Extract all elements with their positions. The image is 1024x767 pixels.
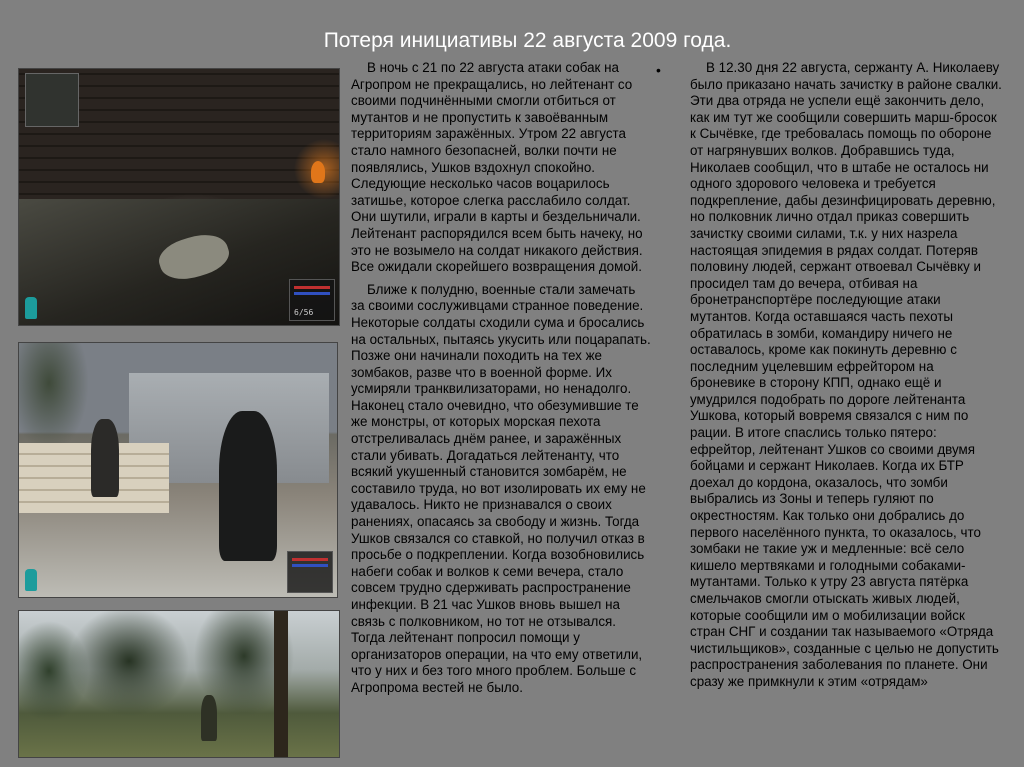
gear-status-icon <box>25 297 37 319</box>
stamina-bar-icon <box>294 292 330 295</box>
game-screenshot-yard <box>18 342 338 598</box>
tree-trunk <box>274 611 288 757</box>
tree <box>19 343 89 453</box>
health-bar-icon <box>294 286 330 289</box>
bullet-col2: • <box>656 62 661 78</box>
game-screenshot-forest <box>18 610 340 758</box>
stalker-figure <box>201 695 217 741</box>
health-bar-icon <box>292 558 328 561</box>
minimap-icon <box>25 73 79 127</box>
paragraph: Ближе к полудню, военные стали замечать за своими сослуживцами странное поведение. Некоторые солдаты сходили сума и бросались на остальных, пытаясь укусить или поцарапать. Позже они начинали походить на тех же зомбаков, разве что в военной форме. Их усмиряли транквилизаторами, но ненадолго. Наконец стало очевидно, что обезумившие те же монстры, от которых морская пехота отстреливалась днём ранее, и заражённых стали убивать. Догадаться лейтенанту, что всякий укушенный становится зомбарём, не составило труда, но вот изолировать их ему не удавалось. Никто не признавался о своих ранениях, опасаясь за свободу и жизнь. Тогда Ушков связался со ставкой, но получил отказ в просьбе о подкреплении. Когда возобновились набеги собак и волков к семи вечера, стало совсем трудно сдерживать распространение инфекции. В 21 час Ушков вновь вышел на связь с полковником, но тот не отзывался. Тогда лейтенант попросил помощи у организаторов операции, на что ему ответили, что у них и без того много проблем. Больше с Агропрома вестей не было. <box>351 281 651 695</box>
text-column-right <box>690 60 1002 691</box>
game-screenshot-basement <box>18 68 340 326</box>
paragraph: В ночь с 21 по 22 августа атаки собак на Агропром не прекращались, но лейтенант со своими подчинёнными смогли отбиться от мутантов и не пропустить к завоёванным территориям заражённых. Утром 22 августа стало намного безопасней, волки почти не появлялись, Ушков вздохнул спокойно. Следующие несколько часов воцарилось затишье, которое слегка расслабило солдат. Они шутили, играли в карты и бездельничали. Лейтенант распорядился всем быть начеку, но это не возымело на солдат никакого действия. Все ожидали скорейшего возвращения домой. <box>351 60 643 275</box>
ammo-counter: 6/56 <box>294 308 314 317</box>
hud-panel <box>287 551 333 593</box>
page-title: Потеря инициативы 22 августа 2009 года. <box>323 29 732 52</box>
fire-icon <box>311 161 325 183</box>
gear-status-icon <box>25 569 37 591</box>
trees <box>19 611 339 721</box>
soldier <box>219 411 277 561</box>
text-column-left <box>351 60 651 697</box>
hud-panel <box>289 279 335 321</box>
distant-soldier <box>91 419 119 497</box>
stamina-bar-icon <box>292 564 328 567</box>
paragraph: В 12.30 дня 22 августа, сержанту А. Николаеву было приказано начать зачистку в районе свалки. Эти два отряда не успели ещё закончить дело, как им тут же сообщили совершить марш-бросок к Сычёвке, где требовалась помощь по обороне от нагрянувших волков. Добравшись туда, Николаев сообщил, что в штабе не осталось ни одного здорового человека и требуется подкрепление, дабы дезинфицировать деревню, но полковник лично отдал приказ совершить зачистку своими силами, т.к. у них назрела настоящая эпидемия в рядах солдат. Потеряв половину людей, сержант отвоевал Сычёвку и просидел там до вечера, отбивая на бронетранспортёре последующие атаки мутантов. Когда оставшаяся часть пехоты обратилась в зомби, командиру ничего не оставалось, кроме как покинуть деревню с последним уцелевшим ефрейтором на броневике в сторону КПП, однако ещё и умудрился подобрать по дороге лейтенанта Ушкова, который вовремя связался с ним по рации. В итоге спаслись только пятеро: ефрейтор, лейтенант Ушков со своими двумя бойцами и сержант Николаев. Когда их БТР доехал до кордона, оказалось, что зомби выбрались из Зоны и теперь гуляют по окрестностям. Как только они добрались до первого населённого пункта, то оказалось, что зомбаки не такие уж и медленные: всё село кишело мертвяками и голодными собаками-мутантами. Только к утру 23 августа пятёрка смельчаков смогли отыскать живых людей, которые сообщили им о мобилизации войск стран СНГ и создании так называемого «Отряда чистильщиков», созданные с целью не допустить распространения заболевания по планете. Они сразу же примкнули к этим «отрядам» <box>690 60 1002 689</box>
